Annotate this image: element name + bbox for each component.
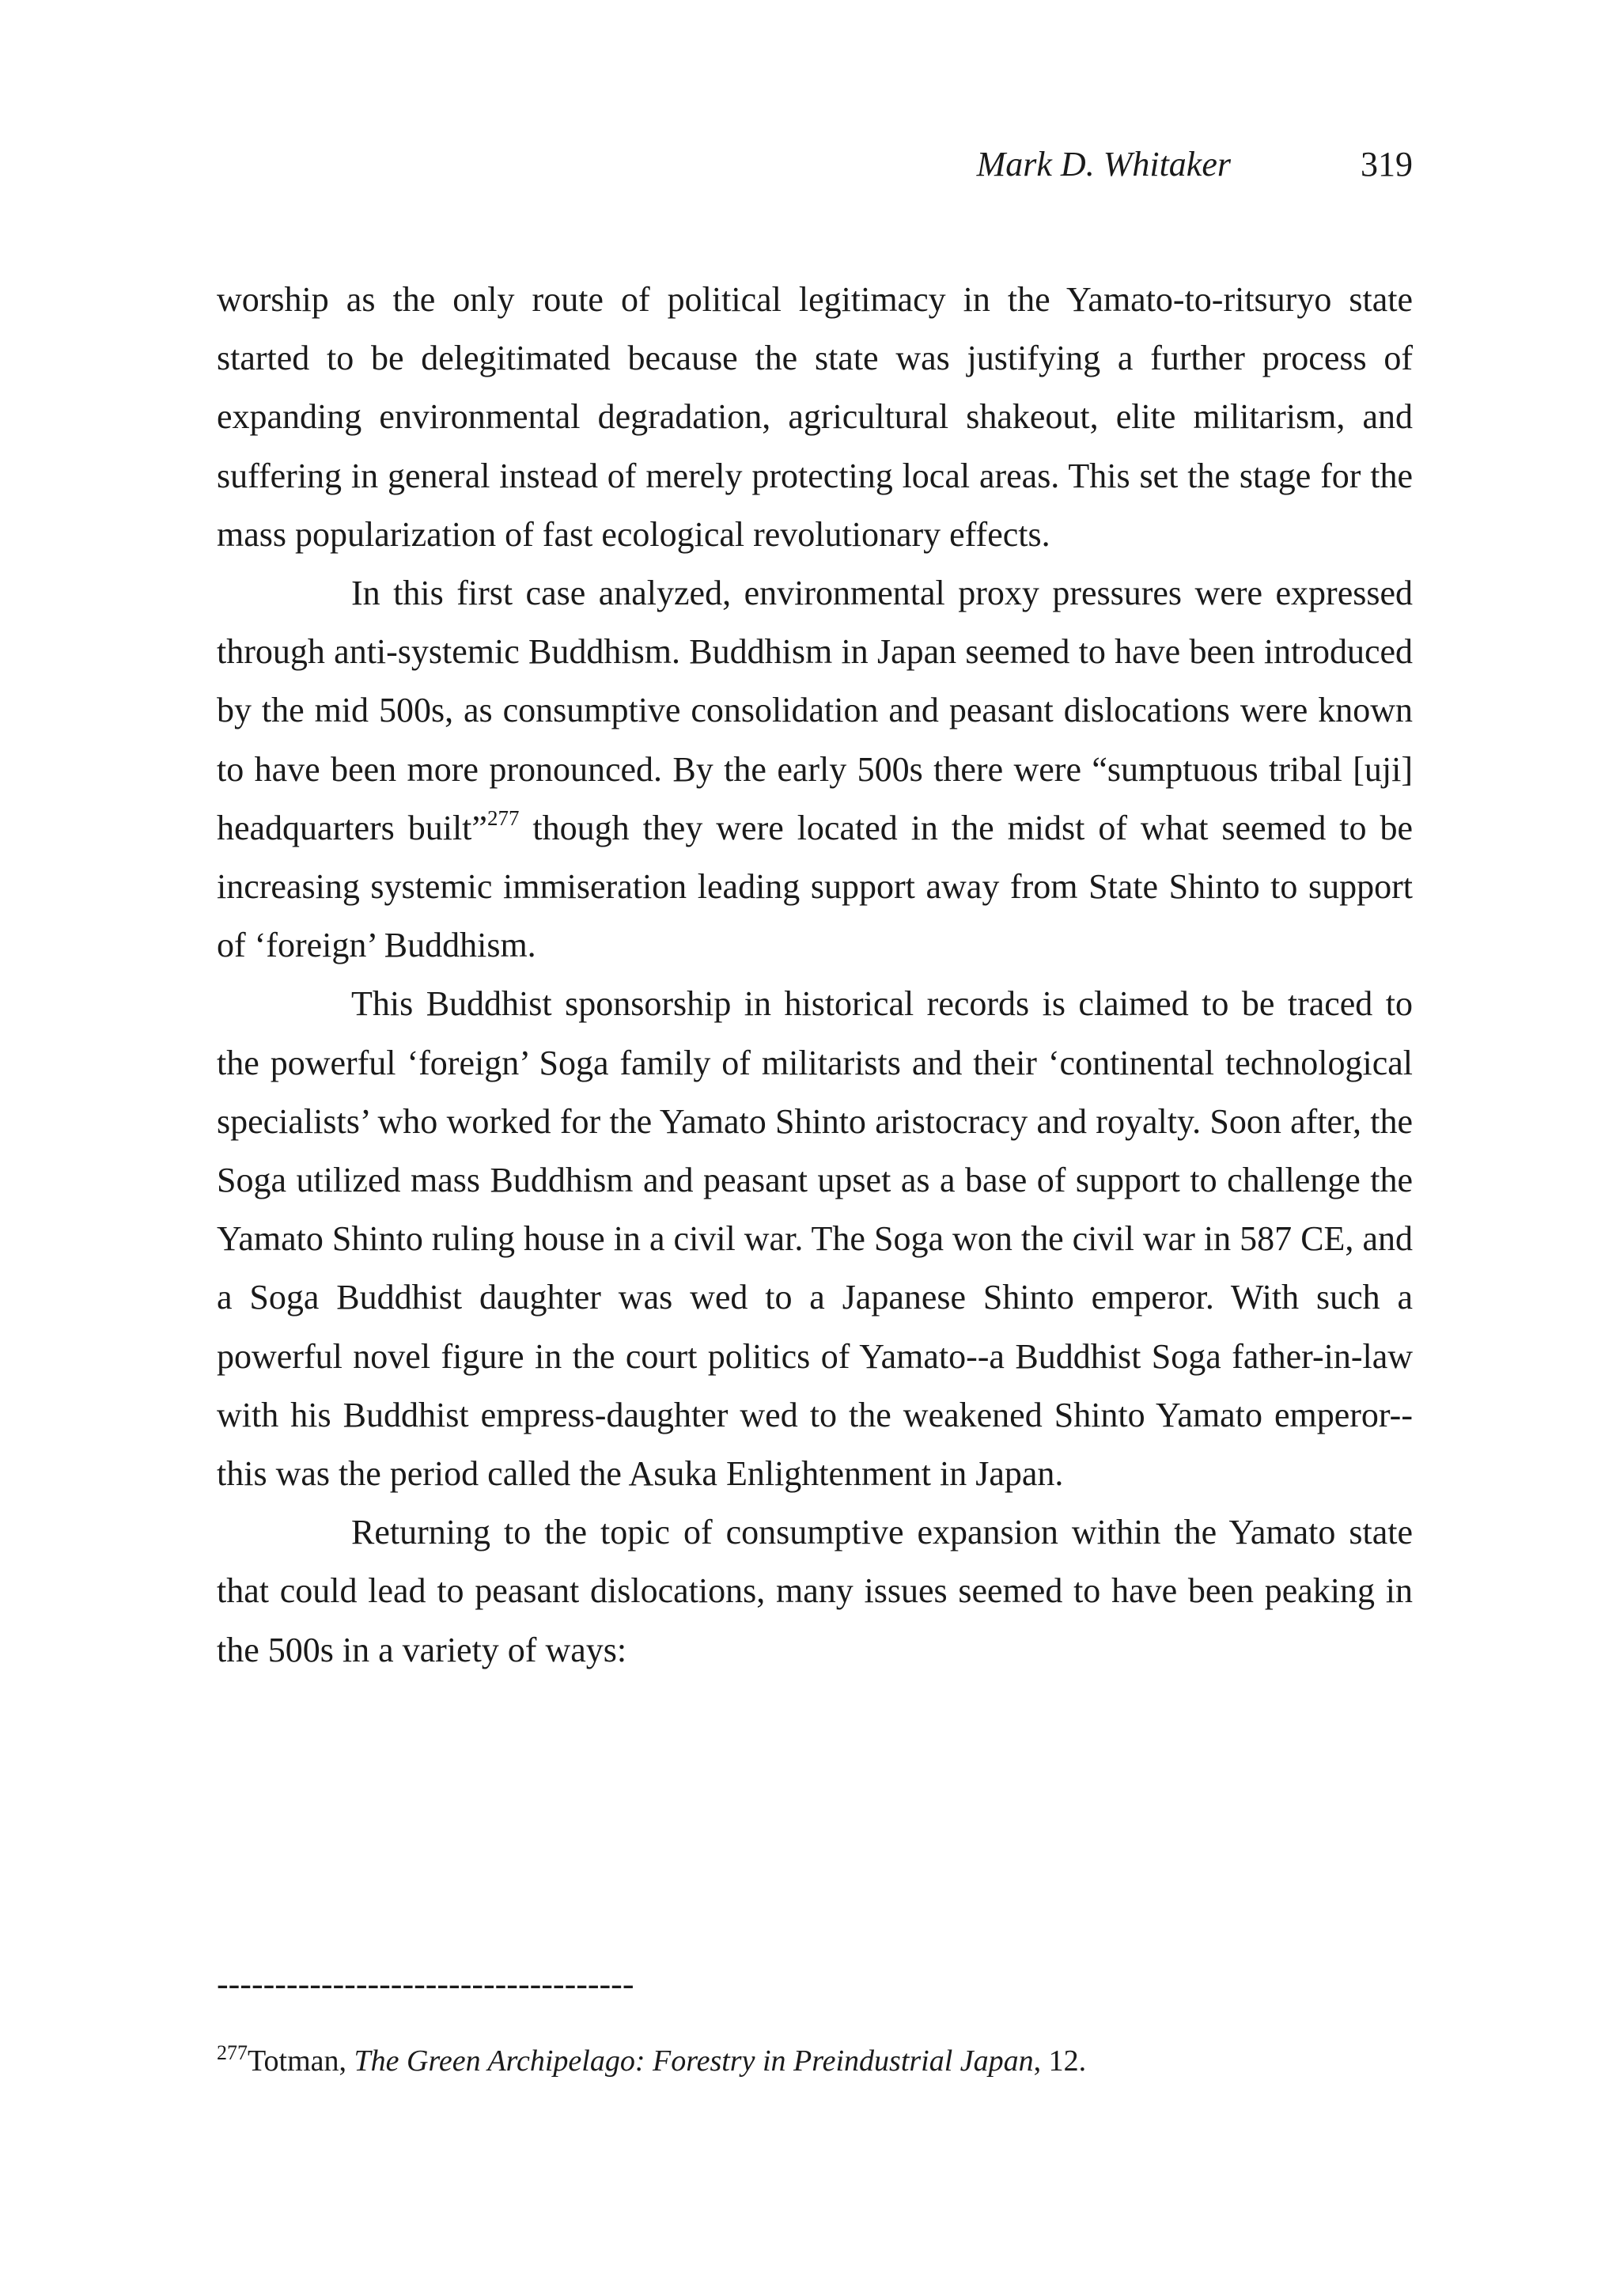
footnote-reference[interactable]: 277 xyxy=(486,805,520,830)
footnote-rest: , 12. xyxy=(1033,2044,1087,2078)
footnote-title: The Green Archipelago: Forestry in Preindustrial Japan xyxy=(354,2044,1034,2078)
page-number: 319 xyxy=(1361,145,1413,184)
paragraph-4: Returning to the topic of consumptive expansion within the Yamato state that could lead to peasant dislocations, many issues seemed to have been peaking in the 500s in a variety of ways: xyxy=(217,1513,1413,1669)
footnote-number: 277 xyxy=(217,2041,248,2064)
running-header xyxy=(217,141,1413,188)
footnote-author: Totman, xyxy=(248,2044,354,2078)
paragraph-2 xyxy=(217,564,1413,975)
paragraph-1: worship as the only route of political legitimacy in the Yamato-to-ritsuryo state started to be delegitimated because the state was justifying a further process of expanding environmental degradation, agricultural shakeout, elite militarism, and suffering in general instead of merely protecting local areas. This set the stage for the mass popularization of fast ecological revolutionary effects. xyxy=(217,280,1413,554)
body-text xyxy=(217,271,1413,1680)
paragraph-2-text-b: though they were located in the midst of what seemed to be increasing systemic immiseration leading support away from State Shinto to support of ‘foreign’ Buddhism. xyxy=(217,808,1413,965)
footnote-separator: ------------------------------------ xyxy=(217,1964,634,2003)
header-author: Mark D. Whitaker xyxy=(976,145,1231,184)
paragraph-2-text-a: In this first case analyzed, environmental proxy pressures were expressed through anti-systemic Buddhism. Buddhism in Japan seemed to have been introduced by the mid 500s, as consumptive consolidation and peasant dislocations were known to have been more pronounced. By the early 500s there were “sumptuous tribal [uji] headquarters built” xyxy=(217,574,1413,847)
paragraph-3: This Buddhist sponsorship in historical records is claimed to be traced to the powerful ‘foreign’ Soga family of militarists and their ‘continental technological specialists’ who worked for the Yamato Shinto aristocracy and royalty. Soon after, the Soga utilized mass Buddhism and peasant upset as a base of support to challenge the Yamato Shinto ruling house in a civil war. The Soga won the civil war in 587 CE, and a Soga Buddhist daughter was wed to a Japanese Shinto emperor. With such a powerful novel figure in the court politics of Yamato--a Buddhist Soga father-in-law with his Buddhist empress-daughter wed to the weakened Shinto Yamato emperor--this was the period called the Asuka Enlightenment in Japan. xyxy=(217,984,1413,1494)
footnote xyxy=(217,2041,1413,2081)
